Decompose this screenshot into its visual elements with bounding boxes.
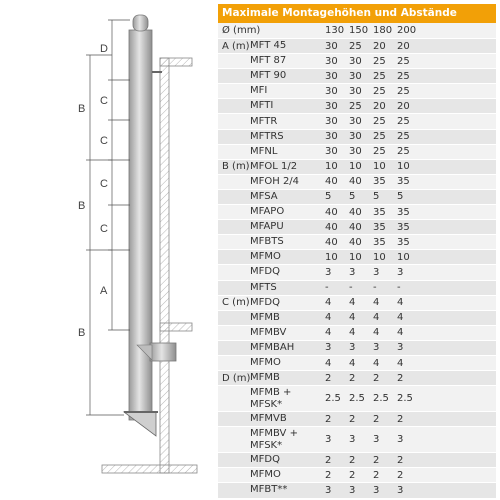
table-row — [218, 84, 496, 99]
row-value: 30 — [349, 85, 362, 97]
diameter-header-row — [218, 23, 496, 39]
row-value: - — [373, 282, 377, 294]
row-value: 10 — [325, 161, 338, 173]
row-value: 25 — [373, 116, 386, 128]
row-value: 3 — [397, 342, 404, 354]
table-row — [218, 99, 496, 114]
row-value: 25 — [397, 70, 410, 82]
diameter-180: 180 — [373, 25, 393, 36]
table-row — [218, 483, 496, 498]
row-value: 20 — [397, 40, 410, 52]
row-value: 2 — [397, 469, 404, 481]
row-value: 40 — [325, 206, 338, 218]
row-value: 40 — [349, 176, 362, 188]
row-name: MFMO — [250, 251, 281, 263]
row-name: MFMVB — [250, 413, 287, 425]
row-value: 35 — [397, 236, 410, 248]
row-value: 4 — [349, 312, 356, 324]
row-value: 30 — [349, 55, 362, 67]
row-value: 5 — [373, 191, 380, 203]
row-value: - — [325, 282, 329, 294]
row-value: 25 — [373, 70, 386, 82]
row-value: 10 — [349, 161, 362, 173]
table-row — [218, 281, 496, 296]
row-value: 2 — [325, 372, 332, 384]
row-value: 10 — [397, 161, 410, 173]
table-row — [218, 326, 496, 341]
row-name: MFNL — [250, 145, 278, 157]
row-value: 25 — [373, 55, 386, 67]
row-value: 3 — [325, 342, 332, 354]
row-value: 2 — [325, 469, 332, 481]
row-value: 25 — [397, 85, 410, 97]
row-value: 2 — [373, 469, 380, 481]
row-name: MFSA — [250, 190, 278, 202]
table-row — [218, 205, 496, 220]
row-value: 40 — [349, 206, 362, 218]
row-name: MFMBAH — [250, 341, 295, 353]
row-value: 4 — [397, 327, 404, 339]
dim-label-b3: B — [78, 327, 86, 339]
table-row — [218, 356, 496, 371]
row-name: MFMB — [250, 372, 280, 384]
row-value: 4 — [397, 357, 404, 369]
row-value: 25 — [373, 146, 386, 158]
dim-label-c4: C — [100, 223, 108, 235]
row-name: MFTR — [250, 115, 278, 127]
row-value: 3 — [397, 266, 404, 278]
row-name: MFDQ — [250, 454, 280, 466]
row-value: 4 — [349, 297, 356, 309]
row-value: 30 — [325, 116, 338, 128]
row-value: 2.5 — [373, 393, 389, 405]
row-name: MFTI — [250, 100, 274, 112]
row-name: MFT 45 — [250, 40, 287, 52]
row-value: 35 — [373, 236, 386, 248]
table-row — [218, 114, 496, 129]
row-value: 30 — [325, 40, 338, 52]
row-name: MFMO — [250, 357, 281, 369]
row-value: 4 — [373, 312, 380, 324]
row-value: 30 — [349, 116, 362, 128]
row-value: 40 — [325, 221, 338, 233]
table-row — [218, 250, 496, 265]
row-value: 2 — [349, 413, 356, 425]
table-row — [218, 130, 496, 145]
row-value: 4 — [373, 327, 380, 339]
row-name: MFDQ — [250, 266, 280, 278]
row-value: 2.5 — [325, 393, 341, 405]
row-value: 2.5 — [397, 393, 413, 405]
row-value: 30 — [325, 100, 338, 112]
row-value: 30 — [349, 131, 362, 143]
row-name: MFMBV — [250, 326, 287, 338]
dimension-lines — [86, 20, 130, 415]
row-value: 10 — [349, 251, 362, 263]
diameter-150: 150 — [349, 25, 369, 36]
row-name: MFMB + MFSK* — [250, 386, 292, 410]
row-value: 30 — [325, 146, 338, 158]
row-value: 4 — [325, 357, 332, 369]
row-value: 3 — [373, 266, 380, 278]
row-value: 5 — [325, 191, 332, 203]
row-value: 5 — [349, 191, 356, 203]
row-value: 35 — [373, 221, 386, 233]
row-value: 2 — [325, 454, 332, 466]
row-value: 2 — [397, 454, 404, 466]
row-name: MFI — [250, 85, 268, 97]
row-value: 4 — [397, 312, 404, 324]
table-row — [218, 386, 496, 412]
row-name: MFT 87 — [250, 55, 287, 67]
row-value: 10 — [373, 161, 386, 173]
table-row — [218, 341, 496, 356]
row-value: 2 — [373, 454, 380, 466]
row-value: 25 — [373, 85, 386, 97]
chimney-installation-drawing — [0, 0, 215, 500]
row-name: MFMB — [250, 311, 280, 323]
row-value: 3 — [325, 434, 332, 446]
dim-label-a: A — [100, 285, 108, 297]
table-row — [218, 175, 496, 190]
row-value: 3 — [349, 342, 356, 354]
row-name: MFBTS — [250, 236, 284, 248]
row-value: 4 — [373, 297, 380, 309]
row-name: MFOH 2/4 — [250, 175, 300, 187]
dim-label-c2: C — [100, 135, 108, 147]
row-value: 4 — [397, 297, 404, 309]
row-value: 35 — [397, 206, 410, 218]
row-value: 30 — [349, 146, 362, 158]
row-value: 40 — [325, 236, 338, 248]
spec-table — [218, 4, 496, 499]
diameter-label: Ø (mm) — [222, 25, 261, 36]
row-value: 25 — [349, 100, 362, 112]
row-value: 10 — [325, 251, 338, 263]
row-value: 25 — [349, 40, 362, 52]
row-value: 25 — [397, 116, 410, 128]
row-value: 4 — [349, 357, 356, 369]
table-row — [218, 265, 496, 280]
dim-label-c3: C — [100, 178, 108, 190]
row-value: 3 — [349, 266, 356, 278]
table-row — [218, 311, 496, 326]
dim-label-d: D — [100, 43, 108, 55]
row-value: 40 — [349, 221, 362, 233]
row-value: 3 — [349, 484, 356, 496]
table-row — [218, 427, 496, 453]
dim-label-b1: B — [78, 103, 86, 115]
row-value: 2 — [397, 372, 404, 384]
row-value: 40 — [349, 236, 362, 248]
row-value: 35 — [373, 206, 386, 218]
row-value: 25 — [397, 55, 410, 67]
row-value: 2 — [373, 372, 380, 384]
row-group: D (m) — [222, 372, 251, 384]
diameter-130: 130 — [325, 25, 345, 36]
table-row — [218, 453, 496, 468]
table-title: Maximale Montagehöhen und Abstände — [218, 4, 496, 23]
row-value: 35 — [373, 176, 386, 188]
row-value: 2 — [349, 469, 356, 481]
table-row — [218, 371, 496, 386]
table-row — [218, 69, 496, 84]
row-group: A (m) — [222, 40, 250, 52]
row-value: 35 — [397, 221, 410, 233]
support-console — [124, 412, 158, 436]
table-row — [218, 39, 496, 54]
row-name: MFMBV + MFSK* — [250, 427, 298, 451]
row-value: 3 — [373, 342, 380, 354]
row-value: 3 — [397, 434, 404, 446]
row-value: 10 — [397, 251, 410, 263]
dim-label-b2: B — [78, 200, 86, 212]
dim-label-c1: C — [100, 95, 108, 107]
row-value: 2 — [397, 413, 404, 425]
row-value: 4 — [325, 312, 332, 324]
row-value: 30 — [325, 70, 338, 82]
row-value: 10 — [373, 251, 386, 263]
table-row — [218, 468, 496, 483]
row-name: MFTS — [250, 281, 277, 293]
row-value: - — [349, 282, 353, 294]
table-row — [218, 160, 496, 175]
row-group: B (m) — [222, 161, 250, 173]
row-value: 2.5 — [349, 393, 365, 405]
row-value: 3 — [373, 434, 380, 446]
row-value: 25 — [373, 131, 386, 143]
row-value: 35 — [397, 176, 410, 188]
diameter-200: 200 — [397, 25, 417, 36]
row-name: MFT 90 — [250, 70, 287, 82]
row-name: MFMO — [250, 469, 281, 481]
row-name: MFBT** — [250, 484, 288, 496]
row-value: 25 — [397, 146, 410, 158]
table-row — [218, 235, 496, 250]
row-value: 5 — [397, 191, 404, 203]
row-value: 20 — [373, 100, 386, 112]
row-value: 3 — [349, 434, 356, 446]
row-value: 4 — [325, 327, 332, 339]
row-value: 3 — [325, 266, 332, 278]
row-value: 30 — [349, 70, 362, 82]
row-value: 3 — [325, 484, 332, 496]
row-name: MFTRS — [250, 130, 284, 142]
row-value: 40 — [325, 176, 338, 188]
row-value: - — [397, 282, 401, 294]
row-name: MFDQ — [250, 296, 280, 308]
row-value: 25 — [397, 131, 410, 143]
table-row — [218, 412, 496, 427]
table-row — [218, 54, 496, 69]
table-row — [218, 296, 496, 311]
row-value: 30 — [325, 55, 338, 67]
row-name: MFOL 1/2 — [250, 160, 298, 172]
row-name: MFAPU — [250, 221, 284, 233]
row-value: 20 — [397, 100, 410, 112]
row-value: 3 — [373, 484, 380, 496]
row-value: 4 — [349, 327, 356, 339]
row-value: 2 — [325, 413, 332, 425]
table-row — [218, 220, 496, 235]
row-value: 30 — [325, 85, 338, 97]
row-value: 4 — [373, 357, 380, 369]
row-value: 30 — [325, 131, 338, 143]
table-row — [218, 145, 496, 160]
row-value: 2 — [349, 454, 356, 466]
row-group: C (m) — [222, 297, 250, 309]
row-value: 2 — [373, 413, 380, 425]
row-value: 20 — [373, 40, 386, 52]
row-value: 4 — [325, 297, 332, 309]
row-name: MFAPO — [250, 206, 285, 218]
row-value: 2 — [349, 372, 356, 384]
table-body — [218, 39, 496, 499]
row-value: 3 — [397, 484, 404, 496]
table-row — [218, 190, 496, 205]
